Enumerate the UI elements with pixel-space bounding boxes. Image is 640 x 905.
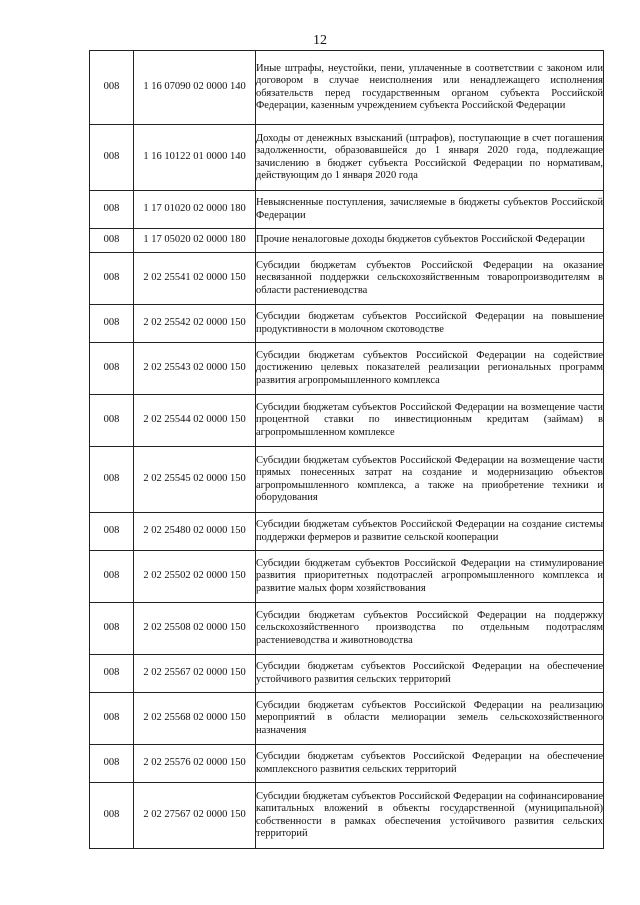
table-row — [90, 745, 604, 783]
admin-code-cell: 008 — [90, 125, 134, 191]
budget-code-cell: 2 02 25502 02 0000 150 — [134, 551, 256, 603]
description-cell: Иные штрафы, неустойки, пени, уплаченные в соответствии с законом или договором в случае неисполнения или ненадлежащего исполнения обязательств перед государственным органом субъекта Российской Федерации, казенным учреждением субъекта Российской Федерации — [256, 51, 604, 125]
budget-code-cell: 2 02 25576 02 0000 150 — [134, 745, 256, 783]
table-body — [90, 51, 604, 849]
admin-code-cell: 008 — [90, 343, 134, 395]
description-cell: Субсидии бюджетам субъектов Российской Федерации на возмещение части прямых понесенных затрат на создание и модернизацию объектов агропромышленного комплекса, а также на приобретение техники и оборудования — [256, 447, 604, 513]
budget-code-cell: 2 02 27567 02 0000 150 — [134, 783, 256, 849]
admin-code-cell: 008 — [90, 513, 134, 551]
description-cell: Субсидии бюджетам субъектов Российской Федерации на реализацию мероприятий в области мелиорации земель сельскохозяйственного назначения — [256, 693, 604, 745]
description-cell: Невыясненные поступления, зачисляемые в бюджеты субъектов Российской Федерации — [256, 191, 604, 229]
admin-code-cell: 008 — [90, 551, 134, 603]
budget-code-cell: 2 02 25568 02 0000 150 — [134, 693, 256, 745]
budget-code-cell: 2 02 25542 02 0000 150 — [134, 305, 256, 343]
description-cell: Субсидии бюджетам субъектов Российской Федерации на обеспечение комплексного развития сельских территорий — [256, 745, 604, 783]
budget-code-cell: 2 02 25508 02 0000 150 — [134, 603, 256, 655]
table-row — [90, 783, 604, 849]
budget-code-cell: 1 16 07090 02 0000 140 — [134, 51, 256, 125]
admin-code-cell: 008 — [90, 655, 134, 693]
description-cell: Субсидии бюджетам субъектов Российской Федерации на повышение продуктивности в молочном скотоводстве — [256, 305, 604, 343]
admin-code-cell: 008 — [90, 603, 134, 655]
budget-classification-table — [89, 50, 604, 849]
table-row — [90, 693, 604, 745]
table-row — [90, 229, 604, 253]
admin-code-cell: 008 — [90, 191, 134, 229]
table-row — [90, 253, 604, 305]
admin-code-cell: 008 — [90, 253, 134, 305]
description-cell: Субсидии бюджетам субъектов Российской Федерации на создание системы поддержки фермеров и развитие сельской кооперации — [256, 513, 604, 551]
description-cell: Субсидии бюджетам субъектов Российской Федерации на поддержку сельскохозяйственного производства по отдельным подотраслям растениеводства и животноводства — [256, 603, 604, 655]
admin-code-cell: 008 — [90, 51, 134, 125]
description-cell: Субсидии бюджетам субъектов Российской Федерации на возмещение части процентной ставки по инвестиционным кредитам (займам) в агропромышленном комплексе — [256, 395, 604, 447]
budget-code-cell: 1 16 10122 01 0000 140 — [134, 125, 256, 191]
budget-code-cell: 1 17 05020 02 0000 180 — [134, 229, 256, 253]
description-cell: Субсидии бюджетам субъектов Российской Федерации на оказание несвязанной поддержки сельскохозяйственным товаропроизводителям в области растениеводства — [256, 253, 604, 305]
budget-code-cell: 2 02 25480 02 0000 150 — [134, 513, 256, 551]
table-row — [90, 551, 604, 603]
description-cell: Субсидии бюджетам субъектов Российской Федерации на стимулирование развития приоритетных подотраслей агропромышленного комплекса и развитие малых форм хозяйствования — [256, 551, 604, 603]
admin-code-cell: 008 — [90, 745, 134, 783]
table-row — [90, 191, 604, 229]
table-row — [90, 395, 604, 447]
table-row — [90, 305, 604, 343]
description-cell: Субсидии бюджетам субъектов Российской Федерации на софинансирование капитальных вложений в объекты государственной (муниципальной) собственности в рамках обеспечения устойчивого развития сельских территорий — [256, 783, 604, 849]
budget-code-cell: 2 02 25544 02 0000 150 — [134, 395, 256, 447]
admin-code-cell: 008 — [90, 693, 134, 745]
table-row — [90, 447, 604, 513]
description-cell: Доходы от денежных взысканий (штрафов), поступающие в счет погашения задолженности, образовавшейся до 1 января 2020 года, подлежащие зачислению в бюджет субъекта Российской Федерации по нормативам, действующим до 1 января 2020 года — [256, 125, 604, 191]
budget-code-cell: 2 02 25545 02 0000 150 — [134, 447, 256, 513]
budget-code-cell: 2 02 25543 02 0000 150 — [134, 343, 256, 395]
admin-code-cell: 008 — [90, 447, 134, 513]
admin-code-cell: 008 — [90, 395, 134, 447]
table-row — [90, 51, 604, 125]
budget-code-cell: 2 02 25567 02 0000 150 — [134, 655, 256, 693]
table-row — [90, 655, 604, 693]
description-cell: Субсидии бюджетам субъектов Российской Федерации на содействие достижению целевых показателей реализации региональных программ развития агропромышленного комплекса — [256, 343, 604, 395]
table-row — [90, 343, 604, 395]
table-row — [90, 513, 604, 551]
budget-code-cell: 2 02 25541 02 0000 150 — [134, 253, 256, 305]
admin-code-cell: 008 — [90, 305, 134, 343]
description-cell: Субсидии бюджетам субъектов Российской Федерации на обеспечение устойчивого развития сельских территорий — [256, 655, 604, 693]
admin-code-cell: 008 — [90, 229, 134, 253]
description-cell: Прочие неналоговые доходы бюджетов субъектов Российской Федерации — [256, 229, 604, 253]
admin-code-cell: 008 — [90, 783, 134, 849]
table-row — [90, 603, 604, 655]
table-row — [90, 125, 604, 191]
page-number: 12 — [313, 33, 327, 48]
budget-code-cell: 1 17 01020 02 0000 180 — [134, 191, 256, 229]
